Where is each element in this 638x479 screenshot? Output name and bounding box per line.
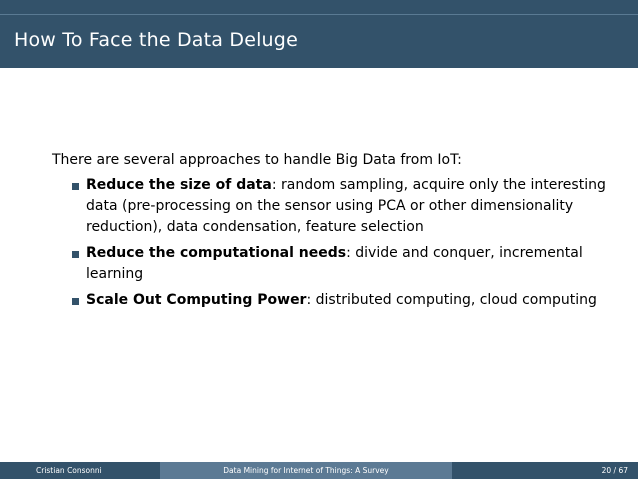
bullet-list [52,175,612,311]
bullet-heading: Scale Out Computing Power [86,292,307,308]
square-bullet-icon [72,251,79,258]
bullet-heading: Reduce the computational needs [86,245,347,261]
intro-text: There are several approaches to handle Big Data from IoT: [52,152,462,168]
slide-content [52,150,612,316]
title-bar [0,14,638,68]
bullet-item [52,243,612,285]
footer [0,462,638,479]
square-bullet-icon [72,183,79,190]
footer-author: Cristian Consonni [0,462,160,479]
top-strip [0,0,638,14]
slide-title: How To Face the Data Deluge [14,29,298,51]
bullet-text: : random sampling, acquire only the interesting data (pre-processing on the sensor using PCA or other dimensionality reduction), data condensation, feature selection [86,177,606,235]
bullet-item [52,175,612,238]
bullet-item [52,290,612,311]
square-bullet-icon [72,298,79,305]
page-number: 20 / 67 [452,462,638,479]
bullet-heading: Reduce the size of data [86,177,272,193]
footer-title: Data Mining for Internet of Things: A Survey [160,462,452,479]
bullet-text: : distributed computing, cloud computing [306,292,597,308]
bullet-text: : divide and conquer, incremental learning [86,245,583,282]
